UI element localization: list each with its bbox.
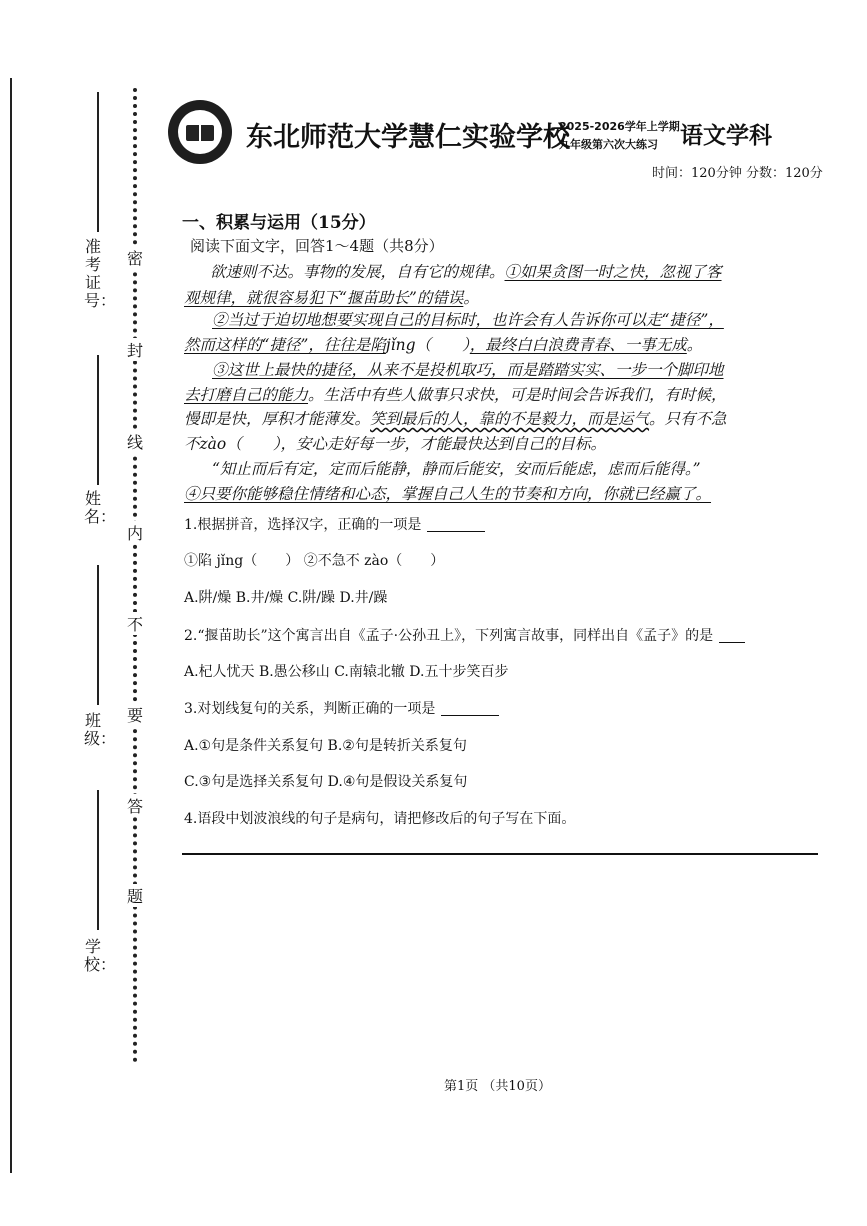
question-3-options-1: A.①句是条件关系复句 B.②句是转折关系复句 bbox=[184, 738, 467, 754]
seal-dotted-line bbox=[133, 88, 141, 1063]
term-line-2: 九年级第六次大练习 bbox=[559, 138, 658, 151]
school-name: 东北师范大学慧仁实验学校 bbox=[246, 122, 570, 153]
passage-line-9: “知止而后有定，定而后能静，静而后能安，安而后能虑，虑而后能得。” bbox=[212, 460, 701, 478]
passage-line-3: ②当过于迫切地想要实现自己的目标时，也许会有人告诉你可以走“捷径”， bbox=[212, 311, 724, 329]
seal-char: 线 bbox=[126, 430, 144, 453]
question-1-sub: ①陷 jǐng（ ） ②不急不 zào（ ） bbox=[184, 553, 445, 569]
question-2: 2.“揠苗助长”这个寓言出自《孟子·公孙丑上》，下列寓言故事，同样出自《孟子》的是 bbox=[184, 625, 745, 645]
answer-blank[interactable] bbox=[427, 517, 485, 532]
question-3-options-2: C.③句是选择关系复句 D.④句是假设关系复句 bbox=[184, 774, 468, 790]
passage-line-5: ③这世上最快的捷径，从来不是投机取巧，而是踏踏实实、一步一个脚印地 bbox=[212, 361, 724, 379]
passage-line-6: 去打磨自己的能力。生活中有些人做事只求快，可是时间会告诉我们，有时候， bbox=[184, 386, 727, 404]
answer-blank[interactable] bbox=[441, 701, 499, 716]
passage-line-7: 慢即是快，厚积才能薄发。笑到最后的人，靠的不是毅力，而是运气。只有不急 bbox=[184, 410, 727, 428]
answer-line[interactable] bbox=[182, 853, 818, 855]
school-label: 学校： bbox=[84, 937, 117, 974]
class-label: 班级： bbox=[84, 711, 117, 748]
seal-char: 内 bbox=[126, 521, 144, 544]
seal-char: 答 bbox=[126, 794, 144, 817]
section-title: 一、积累与运用（15分） bbox=[182, 213, 376, 233]
time-score-info: 时间：120分钟 分数：120分 bbox=[652, 166, 823, 181]
question-2-options: A.杞人忧天 B.愚公移山 C.南辕北辙 D.五十步笑百步 bbox=[184, 664, 509, 680]
school-logo-icon bbox=[168, 100, 232, 164]
exam-number-line bbox=[97, 92, 99, 232]
passage-line-4: 然而这样的“捷径”，往往是陷jǐng（ ），最终白白浪费青春、一事无成。 bbox=[184, 336, 703, 354]
seal-char: 不 bbox=[126, 612, 144, 635]
name-label: 姓名： bbox=[84, 489, 117, 526]
subject-title: 语文学科 bbox=[680, 123, 772, 149]
passage-line-1: 欲速则不达。事物的发展，自有它的规律。①如果贪图一时之快，忽视了客 bbox=[210, 263, 722, 281]
question-1-options: A.阱/燥 B.井/燥 C.阱/躁 D.井/躁 bbox=[184, 590, 388, 606]
passage-line-2: 观规律，就很容易犯下“揠苗助长”的错误。 bbox=[184, 289, 479, 307]
seal-char: 密 bbox=[126, 246, 144, 269]
page-number: 第1页 （共10页） bbox=[444, 1079, 551, 1094]
question-1: 1.根据拼音，选择汉字，正确的一项是 bbox=[184, 514, 485, 534]
class-line bbox=[97, 565, 99, 705]
answer-blank[interactable] bbox=[719, 628, 745, 643]
name-line bbox=[97, 355, 99, 485]
seal-char: 要 bbox=[126, 703, 144, 726]
school-line bbox=[97, 790, 99, 930]
passage-line-8: 不zào（ ），安心走好每一步，才能最快达到自己的目标。 bbox=[184, 435, 606, 453]
binding-border-line bbox=[10, 78, 12, 1173]
question-4: 4.语段中划波浪线的句子是病句，请把修改后的句子写在下面。 bbox=[184, 811, 576, 827]
section-intro: 阅读下面文字，回答1～4题（共8分） bbox=[190, 237, 444, 255]
term-line-1: 2025-2026学年上学期 bbox=[559, 120, 680, 133]
seal-char: 题 bbox=[126, 884, 144, 907]
passage-line-10: ④只要你能够稳住情绪和心态，掌握自己人生的节奏和方向，你就已经赢了。 bbox=[184, 485, 712, 503]
question-3: 3.对划线复句的关系，判断正确的一项是 bbox=[184, 698, 499, 718]
exam-number-label: 准考证号： bbox=[84, 237, 117, 310]
seal-char: 封 bbox=[126, 338, 144, 361]
